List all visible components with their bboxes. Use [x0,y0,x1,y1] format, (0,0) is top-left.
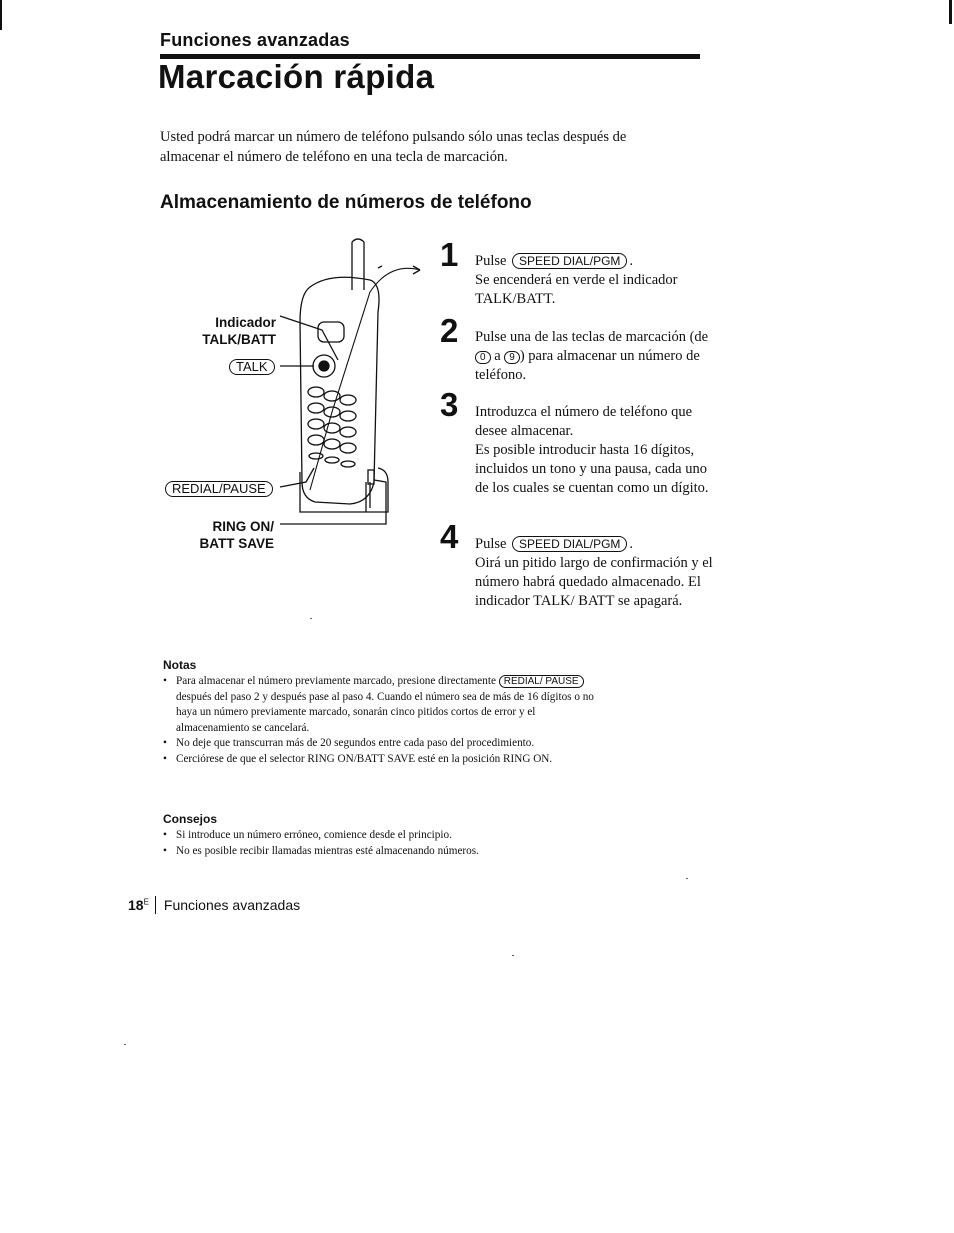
tip-item: • Si introduce un número erróneo, comience desde el principio. [163,828,603,844]
page-title: Marcación rápida [158,58,435,95]
indicator-label [180,314,276,348]
notes-heading: Notas [163,658,197,672]
note-item: • Cerciórese de que el selector RING ON/BATT SAVE esté en la posición RING ON. [163,752,603,768]
tips-list [163,828,603,859]
step-3-line1: Introduzca el número de teléfono que desee almacenar. [475,404,693,439]
step-4-text [475,535,715,611]
step-2-text-a: Pulse una de las teclas de marcación (de [475,329,709,345]
redial-key-label [163,480,275,498]
note-1-pre: Para almacenar el número previamente marcado, presione directamente [176,675,496,687]
key-9-icon: 9 [504,351,520,364]
ring-label-line2: BATT SAVE [199,536,274,551]
note-1-post: después del paso 2 y después pase al paso 4. Cuando el número sea de más de 16 dígitos o no haya un número previamente marcado, sonarán cinco pitidos cortos de error y el almacenamiento se cancelará. [176,690,594,734]
step-1-post: . [629,253,634,269]
step-1-text [475,252,715,309]
scan-speck [686,878,688,879]
ring-label-line1: RING ON/ [212,519,274,534]
step-2-number: 2 [440,312,459,349]
step-1-detail: Se encenderá en verde el indicador TALK/BATT. [475,272,678,307]
tips-heading: Consejos [163,812,218,826]
page-number: 18 [128,897,144,913]
speed-dial-pgm-key-2: SPEED DIAL/PGM [512,536,627,552]
indicator-label-line1: Indicador [215,315,276,330]
step-1-pre: Pulse [475,253,507,269]
step-2-text [475,328,715,385]
step-4-detail: Oirá un pitido largo de confirmación y el número habrá quedado almacenado. El indicador TALK/ BATT se apagará. [475,555,713,609]
step-2-text-mid: a [494,348,501,364]
step-1-number: 1 [440,236,459,273]
step-4-number: 4 [440,518,459,555]
subheading: Almacenamiento de números de teléfono [160,192,532,213]
scan-edge-mark-left [0,0,2,30]
key-0-icon: 0 [475,351,491,364]
speed-dial-pgm-key: SPEED DIAL/PGM [512,253,627,269]
redial-pause-key: REDIAL/PAUSE [165,481,273,497]
scan-speck [310,618,312,619]
talk-key: TALK [229,359,275,375]
step-4-post: . [629,536,634,552]
page-footer [128,896,300,914]
step-3-number: 3 [440,386,459,423]
step-4-pre: Pulse [475,536,507,552]
notes-list [163,674,603,767]
step-2-text-b: ) para almacenar un número de teléfono. [475,348,700,383]
tip-item: • No es posible recibir llamadas mientras esté almacenando números. [163,844,603,860]
footer-section: Funciones avanzadas [163,897,301,913]
scan-edge-mark-right [949,0,952,24]
redial-pause-key-inline: REDIAL/ PAUSE [499,675,584,688]
phone-illustration [270,232,430,532]
scan-speck [512,955,514,956]
intro-paragraph: Usted podrá marcar un número de teléfono pulsando sólo unas teclas después de almacenar el número de teléfono en una tecla de marcación. [160,129,627,165]
talk-key-label [227,358,277,376]
note-item: • No deje que transcurran más de 20 segundos entre cada paso del procedimiento. [163,736,603,752]
scan-speck [124,1044,126,1045]
page-suffix: E [143,897,149,907]
footer-divider [155,896,156,914]
section-label: Funciones avanzadas [160,30,350,50]
indicator-label-line2: TALK/BATT [202,332,276,347]
step-3-line2: Es posible introducir hasta 16 dígitos, incluidos un tono y una pausa, cada uno de los cuales se cuentan como un dígito. [475,442,709,496]
note-item [163,674,603,736]
ring-switch-label [176,518,274,552]
step-3-text [475,403,715,498]
